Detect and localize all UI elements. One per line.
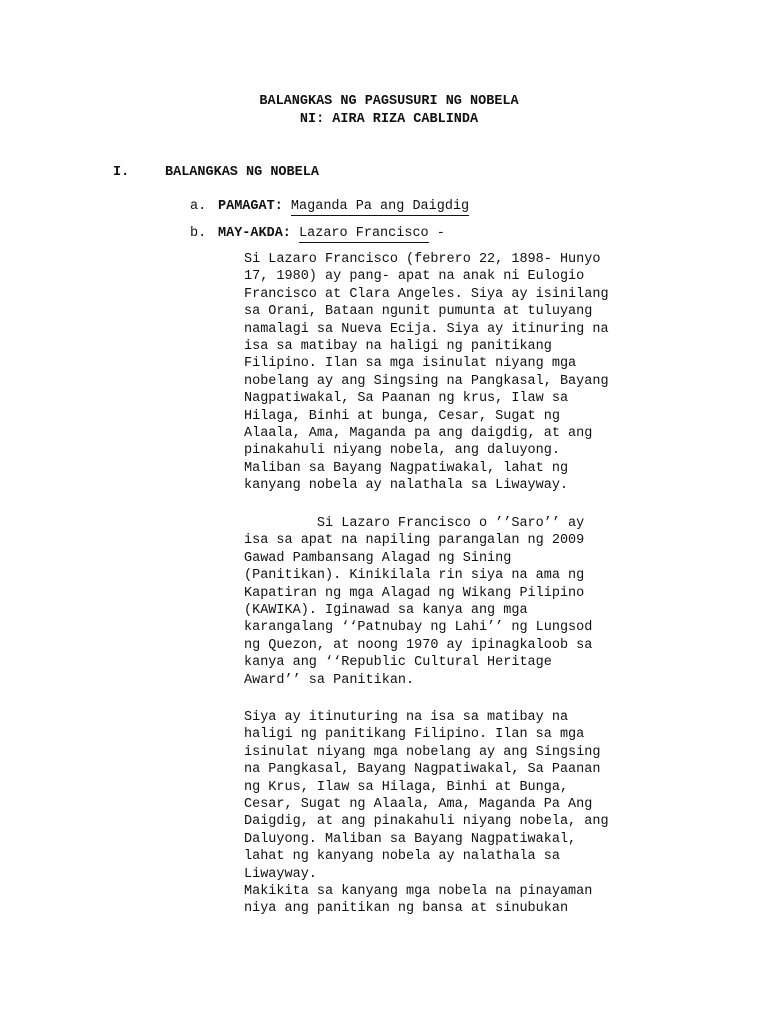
paragraph-line: nobelang ay ang Singsing na Pangkasal, Bayang bbox=[244, 373, 609, 389]
paragraph-line: 17, 1980) ay pang- apat na anak ni Eulogio bbox=[244, 269, 585, 285]
paragraph-line: (KAWIKA). Iginawad sa kanya ang mga bbox=[244, 603, 528, 619]
item-suffix: - bbox=[428, 226, 445, 241]
document-title bbox=[0, 93, 768, 129]
section-heading bbox=[113, 164, 319, 182]
item-label: MAY-AKDA: bbox=[218, 226, 291, 241]
paragraph-line: lahat ng kanyang nobela ay nalathala sa bbox=[244, 849, 560, 865]
paragraph-line: niya ang panitikan ng bansa at sinubukan bbox=[244, 901, 569, 917]
title-line-2: NI: AIRA RIZA CABLINDA bbox=[299, 112, 479, 127]
paragraph-line: (Panitikan). Kinikilala rin siya na ama ng bbox=[244, 568, 585, 584]
list-item-pamagat bbox=[190, 198, 469, 216]
paragraph-3 bbox=[244, 709, 684, 918]
section-title: BALANGKAS NG NOBELA bbox=[165, 165, 319, 180]
list-item-may-akda bbox=[190, 225, 445, 243]
paragraph-line: Filipino. Ilan sa mga isinulat niyang mga bbox=[244, 356, 577, 372]
paragraph-line: Maliban sa Bayang Nagpatiwakal, lahat ng bbox=[244, 460, 569, 476]
paragraph-line: Makikita sa kanyang mga nobela na pinayaman bbox=[244, 884, 593, 900]
paragraph-line: karangalang ‘‘Patnubay ng Lahi’’ ng Lungsod bbox=[244, 620, 593, 636]
paragraph-line: Siya ay itinuturing na isa sa matibay na bbox=[244, 710, 569, 725]
paragraph-line: Hilaga, Binhi at bunga, Cesar, Sugat ng bbox=[244, 408, 560, 424]
paragraph-line: kanyang nobela ay nalathala sa Liwayway. bbox=[244, 478, 569, 494]
item-value: Lazaro Francisco bbox=[299, 226, 429, 241]
paragraph-line: Cesar, Sugat ng Alaala, Ama, Maganda Pa Ang bbox=[244, 797, 593, 813]
paragraph-line: Liwayway. bbox=[244, 866, 317, 882]
item-label: PAMAGAT: bbox=[218, 199, 283, 214]
paragraph-line: Si Lazaro Francisco o ’’Saro’’ ay bbox=[244, 516, 585, 531]
paragraph-line: Alaala, Ama, Maganda pa ang daigdig, at ang bbox=[244, 426, 593, 442]
paragraph-line: Daluyong. Maliban sa Bayang Nagpatiwakal, bbox=[244, 831, 577, 847]
paragraph-1 bbox=[244, 251, 684, 495]
paragraph-line: Daigdig, at ang pinakahuli niyang nobela, ang bbox=[244, 814, 609, 830]
paragraph-line: haligi ng panitikang Filipino. Ilan sa mga bbox=[244, 727, 585, 743]
paragraph-line: isinulat niyang mga nobelang ay ang Singsing bbox=[244, 744, 601, 760]
paragraph-line: isa sa apat na napiling parangalan ng 2009 bbox=[244, 533, 585, 549]
paragraph-line: ng Krus, Ilaw sa Hilaga, Binhi at Bunga, bbox=[244, 779, 569, 795]
paragraph-line: Si Lazaro Francisco (febrero 22, 1898- Hunyo bbox=[244, 252, 601, 267]
paragraph-line: pinakahuli niyang nobela, ang daluyong. bbox=[244, 443, 560, 459]
paragraph-line: ng Quezon, at noong 1970 ay ipinagkaloob sa bbox=[244, 637, 593, 653]
paragraph-line: namalagi sa Nueva Ecija. Siya ay itinuring na bbox=[244, 321, 609, 337]
item-value: Maganda Pa ang Daigdig bbox=[290, 199, 470, 214]
paragraph-2 bbox=[244, 515, 684, 689]
paragraph-line: Award’’ sa Panitikan. bbox=[244, 672, 415, 688]
title-line-1: BALANGKAS NG PAGSUSURI NG NOBELA bbox=[259, 94, 519, 109]
paragraph-line: Francisco at Clara Angeles. Siya ay isinilang bbox=[244, 286, 609, 302]
list-marker: a. bbox=[190, 199, 207, 214]
paragraph-line: isa sa matibay na haligi ng panitikang bbox=[244, 339, 552, 355]
paragraph-line: Gawad Pambansang Alagad ng Sining bbox=[244, 550, 512, 566]
list-marker: b. bbox=[190, 226, 207, 241]
paragraph-line: sa Orani, Bataan ngunit pumunta at tuluyang bbox=[244, 304, 593, 320]
paragraph-line: na Pangkasal, Bayang Nagpatiwakal, Sa Paanan bbox=[244, 762, 601, 778]
paragraph-line: kanya ang ‘‘Republic Cultural Heritage bbox=[244, 655, 552, 671]
paragraph-line: Kapatiran ng mga Alagad ng Wikang Pilipino bbox=[244, 585, 585, 601]
paragraph-line: Nagpatiwakal, Sa Paanan ng krus, Ilaw sa bbox=[244, 391, 569, 407]
section-number: I. bbox=[113, 165, 130, 180]
